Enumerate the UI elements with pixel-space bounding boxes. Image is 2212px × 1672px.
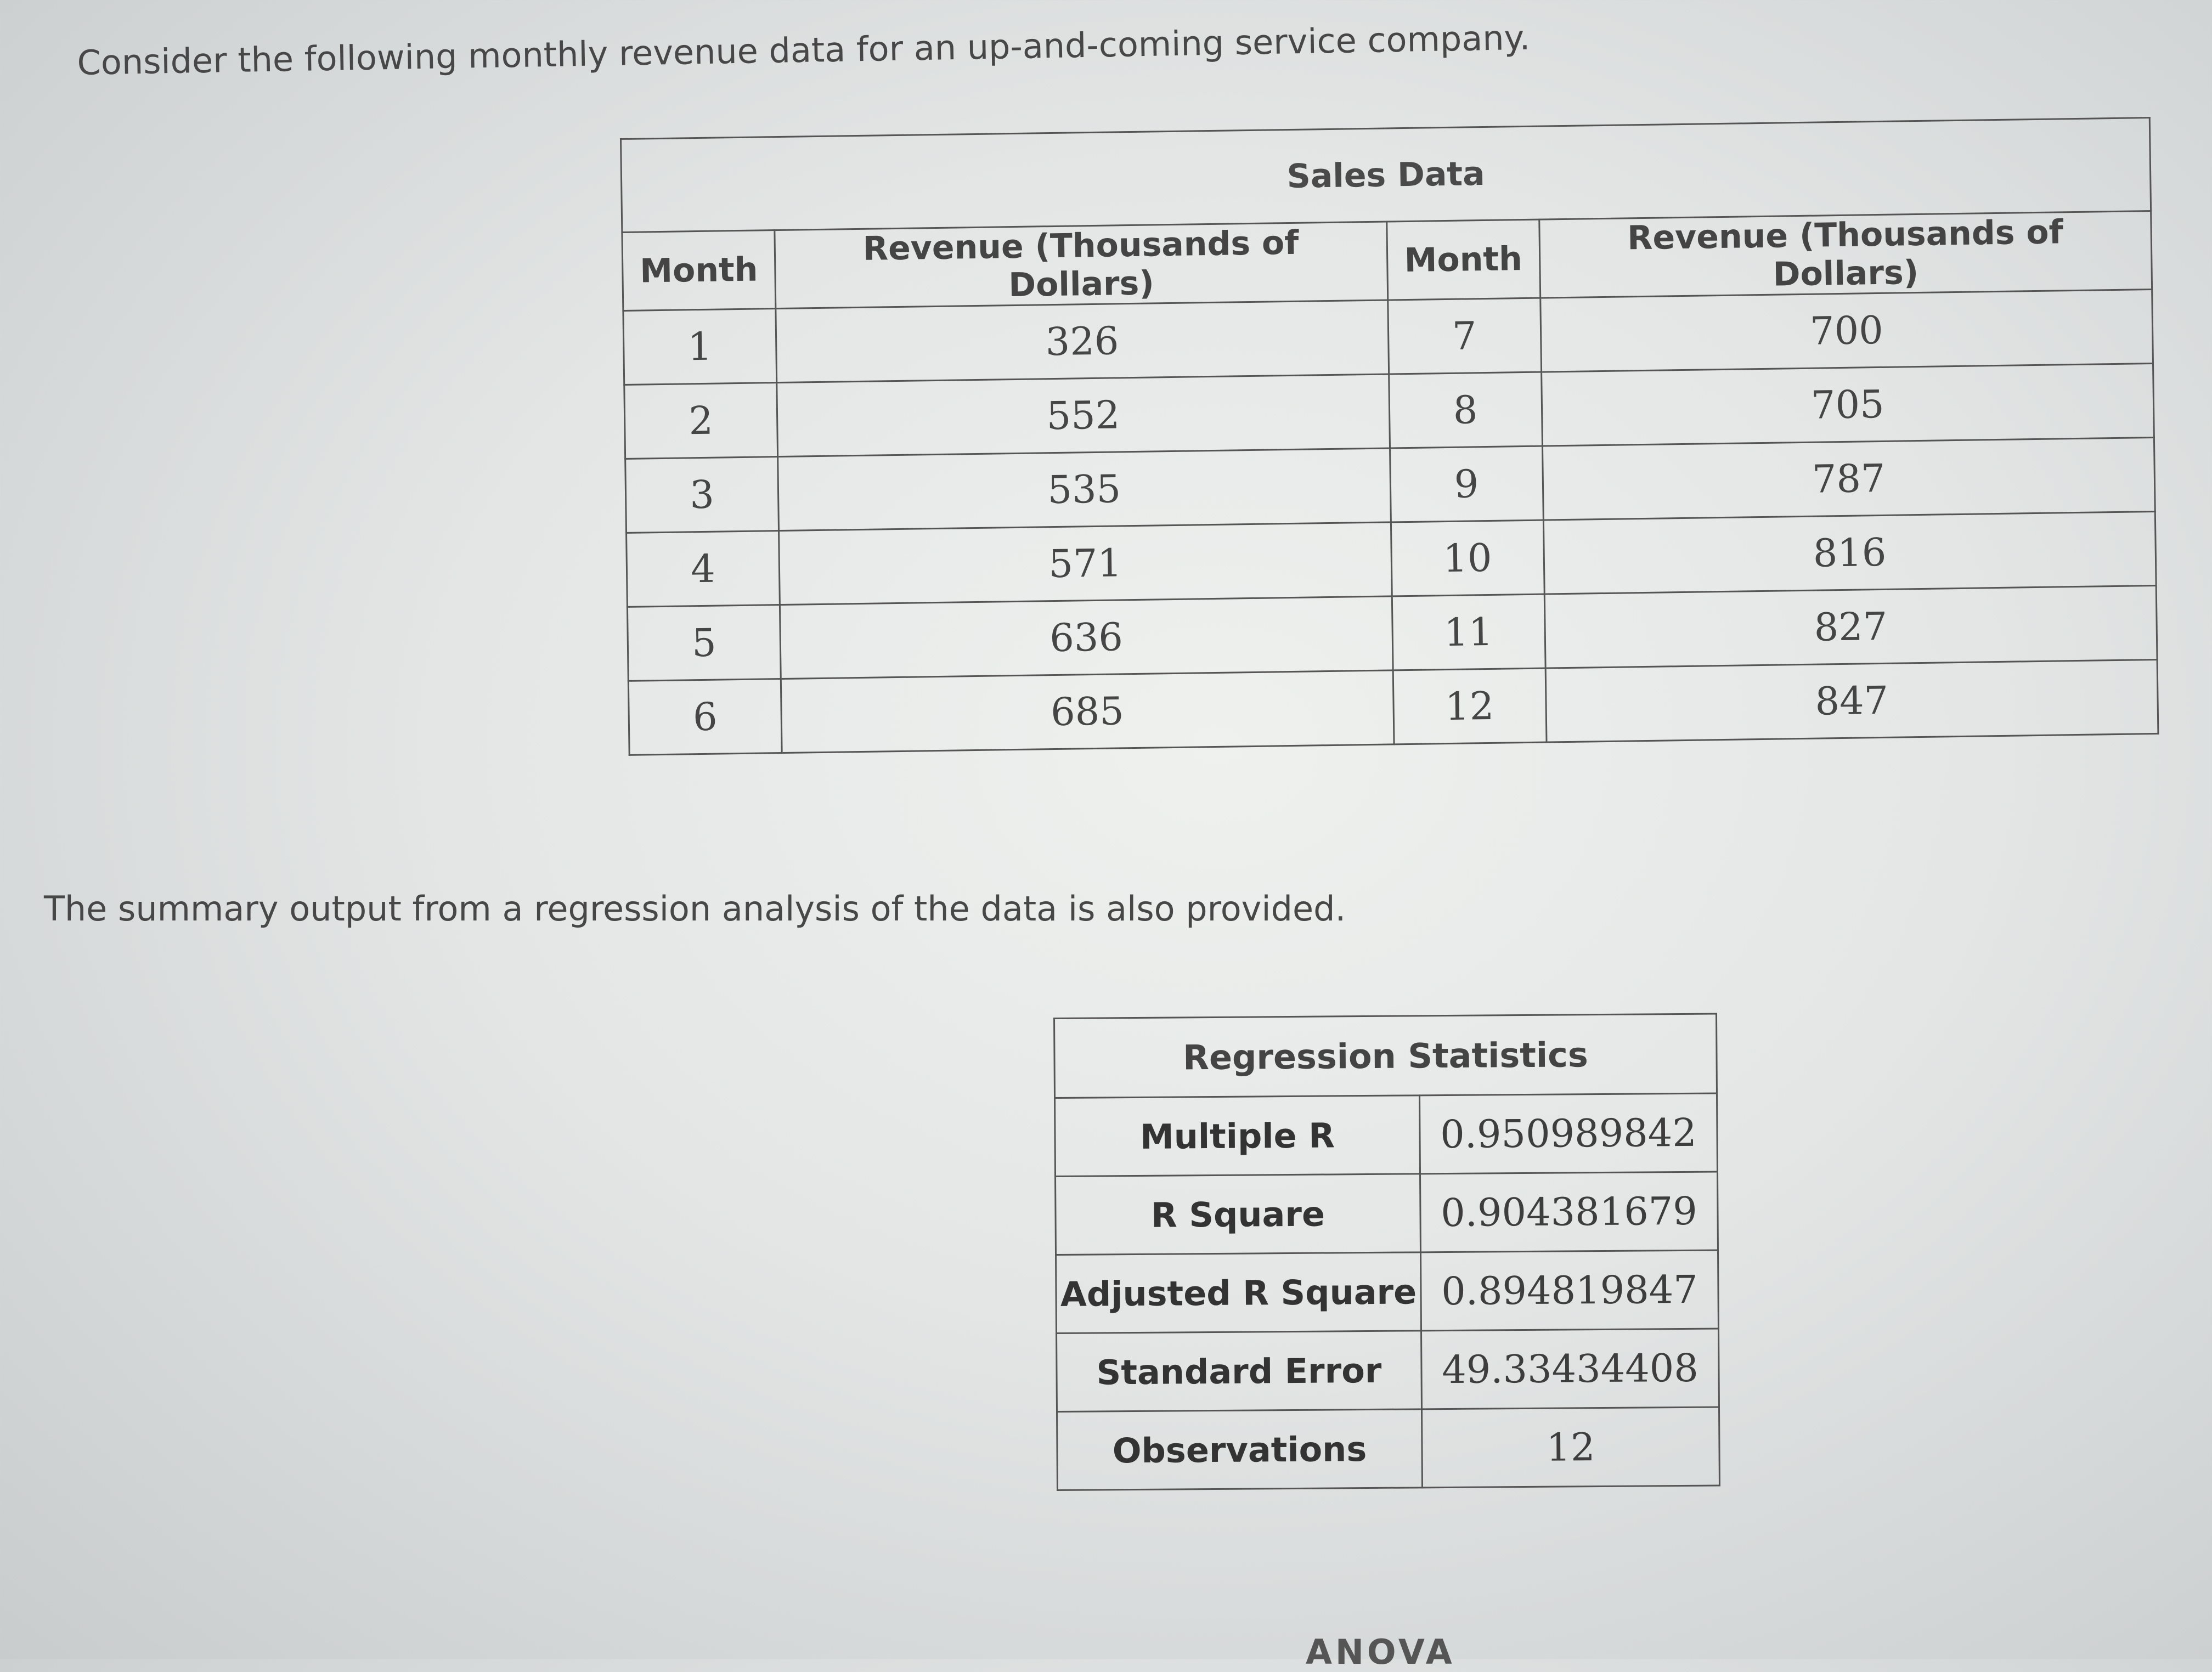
cell-revenue: 535 — [778, 448, 1391, 531]
cell-month: 10 — [1391, 520, 1544, 596]
cell-month: 3 — [625, 457, 779, 533]
cell-month: 6 — [628, 679, 782, 755]
stat-label: R Square — [1056, 1174, 1421, 1255]
table-row — [1056, 1172, 1718, 1255]
cell-month: 4 — [627, 531, 780, 607]
regression-statistics-table — [1053, 1013, 1720, 1491]
stat-value: 49.33434408 — [1421, 1329, 1719, 1409]
summary-text: The summary output from a regression analysis of the data is also provided. — [44, 889, 1346, 929]
stat-label: Standard Error — [1057, 1331, 1422, 1412]
cell-revenue: 552 — [777, 374, 1390, 457]
cell-revenue: 700 — [1540, 290, 2153, 372]
sales-table-title: Sales Data — [621, 118, 2151, 233]
cell-month: 12 — [1393, 668, 1547, 744]
stat-value: 0.894819847 — [1421, 1250, 1719, 1331]
anova-heading: ANOVA — [1306, 1632, 1455, 1672]
stat-label: Observations — [1057, 1409, 1423, 1490]
intro-text: Consider the following monthly revenue data for an up-and-coming service company. — [77, 17, 1531, 83]
cell-revenue: 705 — [1541, 364, 2154, 447]
cell-month: 8 — [1389, 372, 1542, 448]
cell-revenue: 787 — [1542, 438, 2155, 521]
stat-value: 0.904381679 — [1420, 1172, 1718, 1252]
table-row — [1057, 1407, 1720, 1490]
cell-month: 1 — [623, 309, 777, 385]
stat-value: 0.950989842 — [1420, 1093, 1718, 1174]
regression-table-title: Regression Statistics — [1054, 1014, 1717, 1098]
cell-month: 7 — [1387, 298, 1541, 374]
header-revenue-2: Revenue (Thousands of Dollars) — [1539, 211, 2152, 298]
cell-month: 5 — [627, 605, 781, 681]
stat-value: 12 — [1421, 1407, 1719, 1488]
cell-revenue: 847 — [1545, 659, 2158, 742]
cell-revenue: 636 — [780, 596, 1392, 679]
cell-revenue: 685 — [781, 670, 1393, 753]
header-revenue-1: Revenue (Thousands of Dollars) — [775, 222, 1387, 309]
table-row — [1056, 1250, 1719, 1333]
header-month-1: Month — [622, 230, 776, 311]
cell-revenue: 827 — [1544, 585, 2157, 668]
cell-month: 9 — [1390, 446, 1543, 522]
header-month-2: Month — [1386, 219, 1540, 300]
cell-revenue: 326 — [776, 300, 1389, 383]
table-row — [1057, 1329, 1719, 1411]
cell-month: 2 — [624, 383, 778, 459]
cell-month: 11 — [1392, 594, 1545, 670]
sales-data-table — [620, 117, 2159, 756]
cell-revenue: 816 — [1543, 511, 2156, 594]
stat-label: Multiple R — [1055, 1095, 1420, 1177]
cell-revenue: 571 — [779, 522, 1392, 605]
table-row — [1055, 1093, 1718, 1176]
stat-label: Adjusted R Square — [1056, 1252, 1421, 1334]
